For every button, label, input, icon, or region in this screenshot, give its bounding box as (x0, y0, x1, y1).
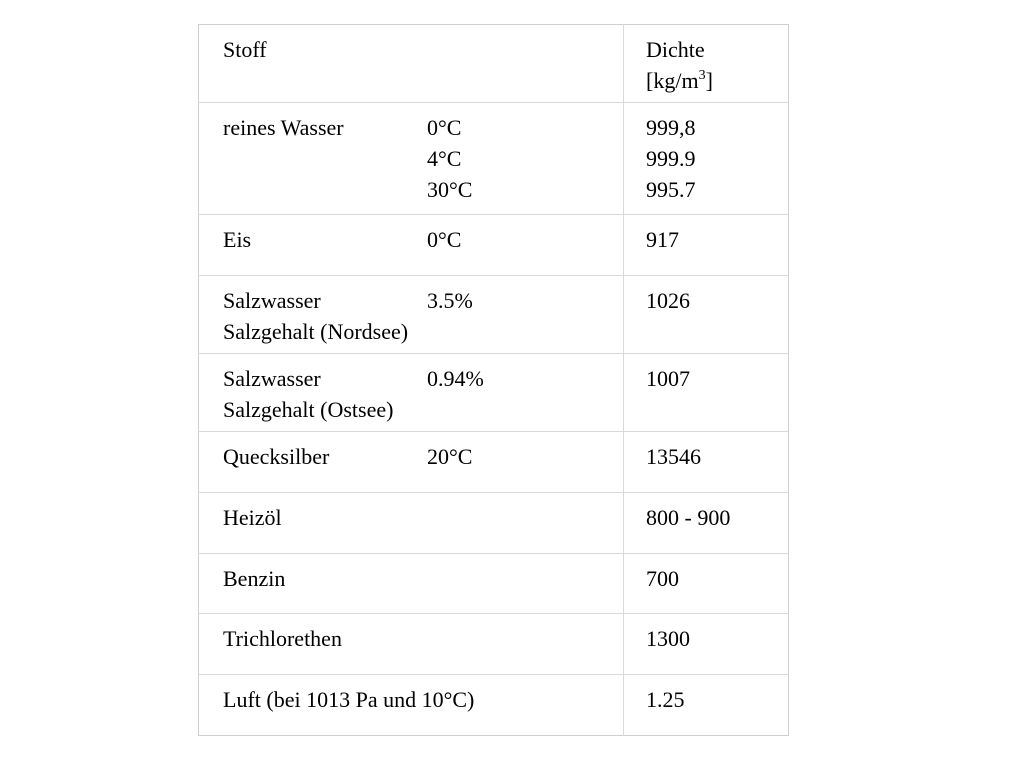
density-value: 13546 (646, 444, 701, 469)
density-value: 999.9 (646, 146, 696, 171)
substance-description: Salzgehalt (Ostsee) (223, 397, 394, 422)
header-substance-cell (199, 25, 624, 103)
substance-cell (199, 215, 624, 276)
substance-line (223, 224, 623, 255)
substance-name: Trichlorethen (223, 626, 342, 651)
substance-cell (199, 276, 624, 354)
substance-cell (199, 675, 624, 736)
density-cell (624, 493, 789, 554)
density-value: 999,8 (646, 115, 696, 140)
table-row (199, 675, 789, 736)
table-row (199, 432, 789, 493)
header-density-cell (624, 25, 789, 103)
density-cell (624, 675, 789, 736)
table-row (199, 215, 789, 276)
table-row (199, 103, 789, 215)
density-table (198, 24, 789, 736)
substance-name: Eis (223, 227, 252, 252)
table-row (199, 614, 789, 675)
table-row (199, 554, 789, 614)
substance-condition: 3.5% (427, 288, 473, 313)
substance-condition: 4°C (427, 146, 462, 171)
substance-description: Salzgehalt (Nordsee) (223, 319, 409, 344)
substance-line (223, 623, 623, 654)
density-value: 1300 (646, 626, 690, 651)
substance-name: reines Wasser (223, 115, 344, 140)
density-value: 995.7 (646, 177, 696, 202)
unit-suffix: ] (705, 68, 713, 93)
density-cell (624, 276, 789, 354)
substance-cell (199, 103, 624, 215)
substance-cell (199, 354, 624, 432)
substance-name: Benzin (223, 566, 286, 591)
table-body (199, 25, 789, 736)
unit-exponent: 3 (698, 68, 706, 83)
substance-line (223, 143, 623, 174)
substance-cell (199, 614, 624, 675)
substance-line (223, 285, 623, 316)
header-substance: Stoff (223, 37, 267, 62)
density-cell (624, 103, 789, 215)
substance-description: Luft (bei 1013 Pa und 10°C) (223, 687, 475, 712)
density-value: 1026 (646, 288, 690, 313)
substance-name: Quecksilber (223, 444, 330, 469)
density-value: 700 (646, 566, 679, 591)
substance-condition: 0.94% (427, 366, 484, 391)
header-density: Dichte (646, 37, 705, 62)
density-value: 1007 (646, 366, 690, 391)
substance-name: Heizöl (223, 505, 282, 530)
substance-condition: 0°C (427, 115, 462, 140)
substance-line (223, 441, 623, 472)
density-cell (624, 614, 789, 675)
substance-cell (199, 432, 624, 493)
density-value: 1.25 (646, 687, 685, 712)
header-row (199, 25, 789, 103)
density-cell (624, 354, 789, 432)
density-cell (624, 432, 789, 493)
substance-name: Salzwasser (223, 366, 321, 391)
substance-line (223, 174, 623, 205)
substance-name: Salzwasser (223, 288, 321, 313)
substance-line (223, 112, 623, 143)
substance-line (223, 316, 623, 347)
substance-condition: 30°C (427, 177, 473, 202)
substance-line (223, 502, 623, 533)
substance-line (223, 563, 623, 594)
header-density-unit (646, 65, 788, 96)
substance-cell (199, 493, 624, 554)
substance-line (223, 363, 623, 394)
unit-prefix: [kg/m (646, 68, 699, 93)
table-row (199, 276, 789, 354)
substance-line (223, 684, 623, 715)
substance-condition: 0°C (427, 227, 462, 252)
density-value: 917 (646, 227, 679, 252)
table-row (199, 354, 789, 432)
substance-line (223, 394, 623, 425)
substance-condition: 20°C (427, 444, 473, 469)
density-cell (624, 554, 789, 614)
table-row (199, 493, 789, 554)
density-cell (624, 215, 789, 276)
substance-cell (199, 554, 624, 614)
density-value: 800 - 900 (646, 505, 731, 530)
